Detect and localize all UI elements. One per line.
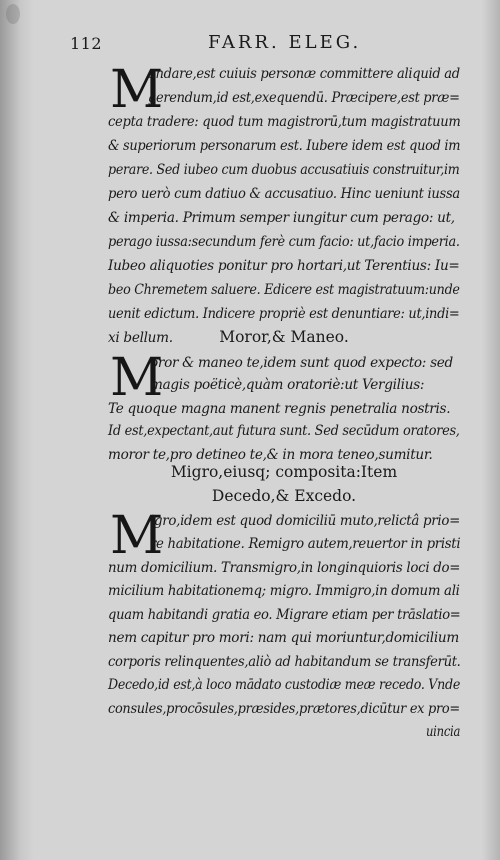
text-line: Id est,expectant,aut futura sunt. Sed secūdum oratores, [108,423,460,439]
running-head: FARR. ELEG. [208,32,362,53]
text-line: moror te,pro detineo te,& in mora teneo,sumitur. [108,447,433,463]
text-line: & imperia. Primum semper iungitur cum perago: ut, [108,210,455,226]
text-line: re habitatione. Remigro autem,reuertor in pristi [150,536,461,552]
text-line: xi bellum. [108,330,173,346]
text-line: perago iussa:secundum ferè cum facio: ut,facio imperia. [108,234,460,250]
text-line: corporis relinquentes,aliò ad habitandum se transferūt. [108,654,461,670]
section-heading: Moror,& Maneo. [219,328,349,346]
page-smudge [6,4,20,24]
text-line: Te quoque magna manent regnis penetralia nostris. [108,401,451,417]
text-line: perare. Sed iubeo cum duobus accusatiuis construitur,im [108,162,460,178]
text-line: igro,idem est quod domiciliū muto,relictâ prio= [150,513,461,529]
page-gutter-shadow [0,0,34,860]
text-line: pero uerò cum datiuo & accusatiuo. Hinc ueniunt iussa [108,186,460,202]
text-line: beo Chremetem saluere. Edicere est magistratuum:unde [108,282,460,298]
page-edge-shadow [482,0,500,860]
text-line: consules,procōsules,præsides,prætores,dicūtur ex pro= [108,701,460,717]
text-line: nem capitur pro mori: nam qui moriuntur,domicilium [108,630,459,646]
page-number: 112 [70,34,103,53]
text-line: & superiorum personarum est. Iubere idem est quod im [108,138,461,154]
text-line: quam habitandi gratia eo. Migrare etiam per trāslatio= [108,607,461,623]
section-heading: Migro,eiusq; composita:Item [170,463,398,481]
dropcap-m-section3: M [110,506,164,566]
text-line: magis poëticè,quàm oratoriè:ut Vergilius: [150,377,425,393]
page-header [70,34,470,56]
text-line: Decedo,id est,à loco mādato custodiæ meæ recedo. Vnde [108,677,461,693]
section-heading: Decedo,& Excedo. [211,487,357,505]
catchword: uincia [426,724,461,740]
text-line: uenit edictum. Indicere propriè est denuntiare: ut,indi= [108,306,460,322]
text-line: gerendum,id est,exequendū. Præcipere,est præ= [148,90,460,106]
text-line: oror & maneo te,idem sunt quod expecto: sed [150,355,453,371]
text-line: andare,est cuiuis personæ committere aliquid ad [148,66,460,82]
text-line: micilium habitationemq; migro. Immigro,in domum ali [108,583,460,599]
text-line: cepta tradere: quod tum magistrorū,tum magistratuum [108,114,461,130]
text-line: num domicilium. Transmigro,in longinquioris loci do= [108,560,461,576]
dropcap-m-section1: M [110,60,164,120]
text-line: Iubeo aliquoties ponitur pro hortari,ut Terentius: Iu= [108,258,460,274]
dropcap-m-section2: M [110,348,164,408]
